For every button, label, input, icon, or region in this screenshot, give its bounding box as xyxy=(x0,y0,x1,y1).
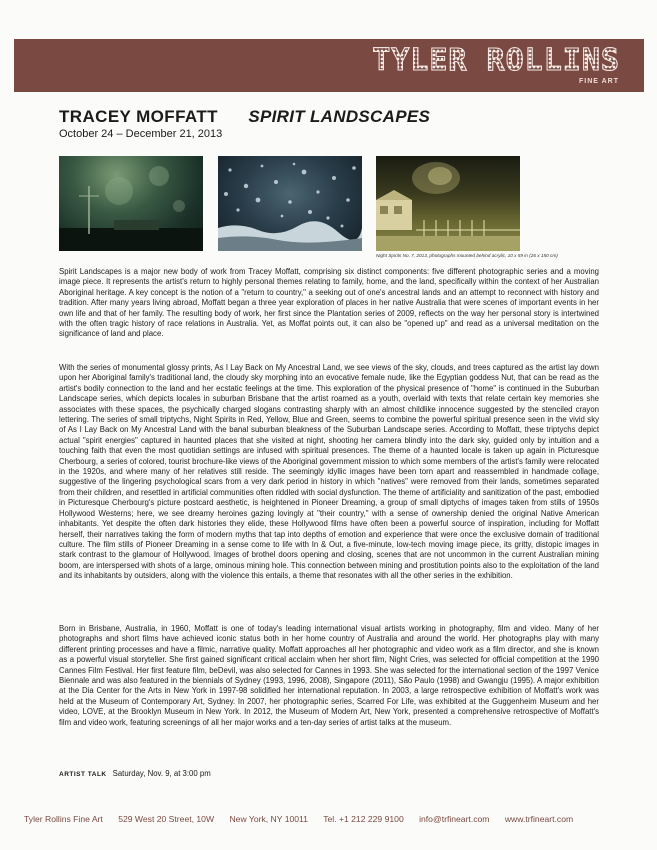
artist-talk-label: ARTIST TALK xyxy=(59,771,107,778)
night-spirits-photo-3 xyxy=(376,156,520,251)
night-spirits-photo-1 xyxy=(59,156,203,251)
brand-subtitle: FINE ART xyxy=(578,78,619,85)
footer xyxy=(24,814,638,824)
night-spirits-photo-2 xyxy=(218,156,362,251)
footer-address: 529 West 20 Street, 10W xyxy=(118,814,215,824)
footer-city: New York, NY 10011 xyxy=(229,814,308,824)
header-banner xyxy=(14,39,644,92)
image-caption: Night Spirits No. 7, 2013, photographs mounted behind acrylic, 10 x 59 in (26 x 150 cm) xyxy=(376,253,558,258)
brand-logo: TYLER ROLLINS xyxy=(372,43,620,78)
footer-gallery-name: Tyler Rollins Fine Art xyxy=(24,814,103,824)
footer-email[interactable]: info@trfineart.com xyxy=(419,814,490,824)
footer-website[interactable]: www.trfineart.com xyxy=(504,814,574,824)
artist-talk-time: Saturday, Nov. 9, at 3:00 pm xyxy=(112,769,211,778)
body-paragraph-3: Born in Brisbane, Australia, in 1960, Moffatt is one of today's leading international visual artists working in photography, film and video. Many of her photographs and short films have achieved iconic status both in her home country of Australia and around the world. Her photographs play with many different printing processes and have a filmic, narrative quality. Moffatt approaches all her photographic and video work as a film director, and she is known as a powerful visual storyteller. She first gained significant critical acclaim when her short film, Night Cries, was selected for official competition at the 1990 Cannes Film Festival. Her first feature film, beDevil, was also selected for Cannes in 1993. She was selected for the international section of the 1997 Venice Biennale and was also featured in the biennials of Sydney (1993, 1996, 2008), Singapore (2011), São Paulo (1998) and Gwangju (1995). A major exhibition at the Dia Center for the Arts in New York in 1997-98 solidified her international reputation. In 2003, a large retrospective exhibition of Moffatt's work was held at the Museum of Contemporary Art, Sydney. In 2007, her photographic series, Scarred For Life, was exhibited at the Guggenheim Museum and her video, LOVE, at the Brooklyn Museum in New York. In 2012, the Museum of Modern Art, New York, presented a comprehensive retrospective of Moffatt's film and video work, featuring screenings of all her major works and a ten-day series of artist talks at the museum. xyxy=(59,624,599,727)
exhibition-dates: October 24 – December 21, 2013 xyxy=(59,128,223,140)
footer-phone: Tel. +1 212 229 9100 xyxy=(323,814,404,824)
title-row xyxy=(59,107,430,127)
artist-talk xyxy=(59,769,211,778)
exhibition-title: SPIRIT LANDSCAPES xyxy=(248,107,431,126)
artist-name: TRACEY MOFFATT xyxy=(59,107,218,126)
body-paragraph-1: Spirit Landscapes is a major new body of work from Tracey Moffatt, comprising six distinct components: five different photographic series and a moving image piece. It represents the artist's return to highly personal themes relating to family, home, and the land, specifically within the context of her Australian Aboriginal heritage. A key concept is the notion of a "return to country," a seeking out of one's ancestral lands and an attempt to reconnect with history and tradition. After many years living abroad, Moffatt began a three year exploration of places in her native Australia that were scenes of important events in her own life and that of her family. The resulting body of work, her first since the Plantation series of 2009, reflects on the way her personal story is intertwined with the often tragic history of race relations in Australia. Yet, as Moffat points out, it can also be "opened up" and read as a universal meditation on the significance of land and place. xyxy=(59,267,599,339)
body-paragraph-2: With the series of monumental glossy prints, As I Lay Back on My Ancestral Land, we see views of the sky, clouds, and trees captured as the artist lay down upon her Aboriginal family's traditional land, the cloudy sky morphing into an evocative female nude, like the Egyptian goddess Nut, that can be read as the artist's bodily connection to the land and her ecstatic feelings at the time. This exploration of the physical presence of "home" is continued in the Suburban Landscape series, which depicts locales in suburban Brisbane that the artist roamed as a youth, overlaid with texts that relate certain key memories she associates with these spaces, the psychically charged slogans contrasting sharply with an almost childlike innocence suggested by the stenciled crayon lettering. The series of small triptychs, Night Spirits in Red, Yellow, Blue and Green, seems to combine the powerful spiritual presence seen in the vivid sky of As I Lay Back on My Ancestral Land with the banal suburban bleakness of the Suburban Landscape series. According to Moffatt, these triptychs depict actual "spirit energies" captured in haunted places that she visited at night, shooting her camera blindly into the dark sky, guided only by intuition and a touching faith that even the most quotidian settings are infused with spiritual presences. The theme of a haunted locale is taken up again in Picturesque Cherbourg, a series of colored, tourist brochure-like views of the Aboriginal government mission to which some members of the artist's family were relocated in the 1920s, and where many of her relatives still reside. The seemingly idyllic images have been torn apart and reassembled in handmade collage, suggestive of the lingering psychological scars from a very dark period in history in which "natives" were removed from their lands, sometimes separated from their children, and resettled in artificial communities often riddled with social dysfunction. The theme of artificiality and sanitization of the past, embodied in Picturesque Cherbourg's picture postcard aesthetic, is heightened in Pioneer Dreaming, a group of small diptychs of images taken from stills of 1950s Hollywood Westerns; here, we see dreamy heroines gazing lovingly at "their country," with a sense of ownership denied the original Native American inhabitants. Yet despite the often dark histories they elide, these Hollywood films have often been a powerful source of inspiration, including for Moffatt herself, their narratives taking the form of modern myths that tap into depths of emotion and experience that were once the exclusive domain of traditional culture. The film stills of Pioneer Dreaming in a sense come to life with In & Out, a five-minute, low-tech moving image piece, its gritty, distopic images in stark contrast to the glamour of Hollywood. Images of brothel doors opening and closing, scenes that are not uncommon in the current Australian mining boom, are interspersed with shots of a large, ominous mining hole. This connection between mining and prostitution points also to the exploitation of the land and its inhabitants by outsiders, along with the violence this entails, a theme that resonates with all the other series in the exhibition. xyxy=(59,363,599,581)
